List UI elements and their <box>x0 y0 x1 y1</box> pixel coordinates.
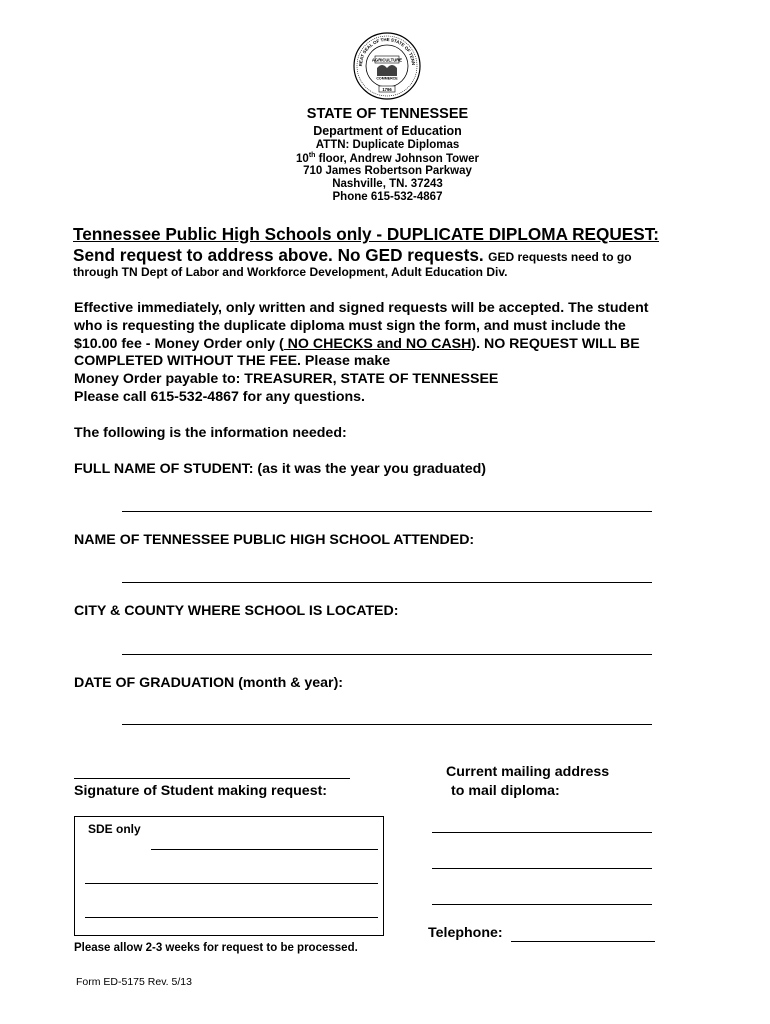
title-line2-small: GED requests need to go <box>488 250 632 264</box>
header-floor <box>230 152 545 165</box>
telephone-label: Telephone: <box>428 925 503 941</box>
telephone-line[interactable] <box>511 941 655 942</box>
full-name-line[interactable] <box>122 511 652 512</box>
title-line2 <box>73 245 632 266</box>
mailing-address-line-2[interactable] <box>432 868 652 869</box>
signature-line[interactable] <box>74 778 350 779</box>
notice-paragraph <box>74 300 694 407</box>
notice-line3-post: ). NO REQUEST WILL BE <box>471 335 640 352</box>
header-floor-sup: th <box>308 152 316 159</box>
full-name-label: FULL NAME OF STUDENT: (as it was the year you graduated) <box>74 461 487 477</box>
header-attn: ATTN: Duplicate Diplomas <box>315 139 460 151</box>
school-label: NAME OF TENNESSEE PUBLIC HIGH SCHOOL ATTENDED: <box>74 532 475 548</box>
header-department: Department of Education <box>313 124 462 138</box>
header-floor-num: 10 <box>296 152 309 165</box>
mailing-address-line-1[interactable] <box>432 832 652 833</box>
sde-line-2 <box>85 883 378 884</box>
notice-line3 <box>74 336 694 354</box>
notice-line1: Effective immediately, only written and signed requests will be accepted. The student <box>74 300 649 316</box>
notice-line3-underlined: NO CHECKS and NO CASH <box>283 335 472 352</box>
graduation-label: DATE OF GRADUATION (month & year): <box>74 675 344 691</box>
sde-line-1 <box>151 849 378 850</box>
seal-text-center: AGRICULTURE <box>371 57 403 63</box>
sde-only-box <box>74 816 384 936</box>
intro-text: The following is the information needed: <box>74 425 347 441</box>
mailing-address-line-3[interactable] <box>432 904 652 905</box>
title-line2-big: Send request to address above. No GED requests. <box>73 245 484 265</box>
graduation-line[interactable] <box>122 724 652 725</box>
title-line1: Tennessee Public High Schools only - DUPLICATE DIPLOMA REQUEST: <box>73 224 660 244</box>
form-id: Form ED-5175 Rev. 5/13 <box>76 976 192 988</box>
seal-year: 1796 <box>382 86 392 92</box>
header-state: STATE OF TENNESSEE <box>306 106 469 122</box>
sde-line-3 <box>85 917 378 918</box>
header-phone: Phone 615-532-4867 <box>332 191 443 203</box>
notice-line4: COMPLETED WITHOUT THE FEE. Please make <box>74 353 391 370</box>
seal-text-top: REAT SEAL OF THE STATE OF TENN <box>357 36 417 67</box>
mailing-line1: Current mailing address <box>446 764 610 780</box>
processing-note: Please allow 2-3 weeks for request to be processed. <box>74 942 358 954</box>
signature-label: Signature of Student making request: <box>74 783 328 799</box>
header-city: Nashville, TN. 37243 <box>332 178 443 190</box>
mailing-line2: to mail diploma: <box>451 783 560 799</box>
notice-line5: Money Order payable to: TREASURER, STATE OF TENNESSEE <box>74 371 499 388</box>
sde-only-label: SDE only <box>88 822 141 836</box>
notice-line6: Please call 615-532-4867 for any questions. <box>74 388 365 405</box>
notice-line3-pre: $10.00 fee - Money Order only ( <box>74 335 284 352</box>
header-floor-rest: floor, Andrew Johnson Tower <box>315 152 479 165</box>
city-county-label: CITY & COUNTY WHERE SCHOOL IS LOCATED: <box>74 603 399 619</box>
seal-text-bottom: COMMERCE <box>376 76 398 81</box>
notice-line2: who is requesting the duplicate diploma must sign the form, and must include the <box>74 317 626 334</box>
state-seal <box>353 32 421 100</box>
city-county-line[interactable] <box>122 654 652 655</box>
title-line3: through TN Dept of Labor and Workforce Development, Adult Education Div. <box>73 265 508 279</box>
school-line[interactable] <box>122 582 652 583</box>
header-street: 710 James Robertson Parkway <box>303 165 472 177</box>
